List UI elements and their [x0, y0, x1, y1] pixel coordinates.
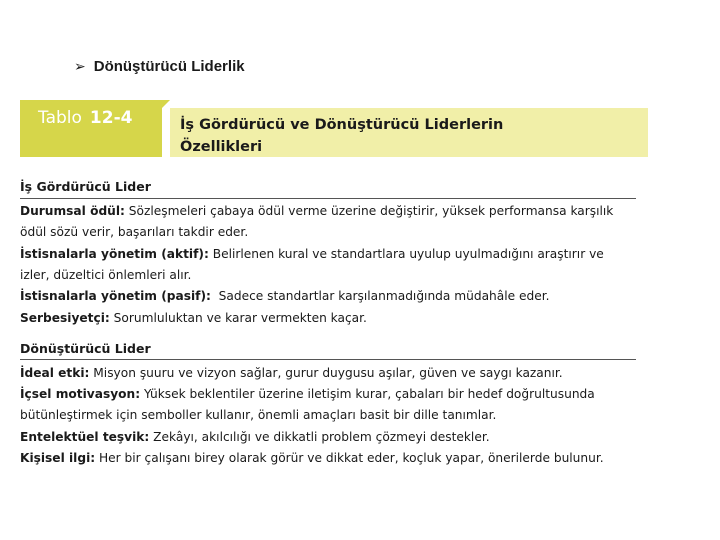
list-item: İdeal etki: Misyon şuuru ve vizyon sağlar, gurur duygusu aşılar, güven ve saygı kazanır.: [20, 366, 563, 380]
list-item-continuation: ödül sözü verir, başarıları takdir eder.: [20, 225, 249, 239]
section-divider: [20, 198, 636, 199]
table-figure: [20, 100, 648, 480]
list-item: İstisnalarla yönetim (aktif): Belirlenen kural ve standartlara uyulup uyulmadığını araştırır ve: [20, 247, 604, 261]
list-item-continuation: bütünleştirmek için semboller kullanır, önemli amaçları basit bir dille tanımlar.: [20, 408, 497, 422]
section-divider: [20, 359, 636, 360]
tab-corner: [162, 100, 170, 108]
list-item-continuation: izler, düzeltici önlemleri alır.: [20, 268, 192, 282]
table-content: [20, 157, 648, 480]
section-title-transactional: İş Gördürücü Lider: [20, 179, 151, 194]
tab-label: Tablo: [38, 108, 82, 128]
table-title-line2: Özellikleri: [180, 139, 263, 155]
list-item: Durumsal ödül: Sözleşmeleri çabaya ödül verme üzerine değiştirir, yüksek performansa karşılık: [20, 204, 614, 218]
page-heading: [74, 58, 245, 75]
list-item: Kişisel ilgi: Her bir çalışanı birey olarak görür ve dikkat eder, koçluk yapar, önerilerde bulunur.: [20, 451, 604, 465]
table-title-line1: İş Gördürücü ve Dönüştürücü Liderlerin: [180, 117, 504, 133]
section-title-transformational: Dönüştürücü Lider: [20, 341, 151, 356]
heading-text: Dönüştürücü Liderlik: [93, 58, 245, 75]
table-title: [180, 114, 503, 158]
list-item: Entelektüel teşvik: Zekâyı, akılcılığı ve dikkatli problem çözmeyi destekler.: [20, 430, 490, 444]
table-title-band: [170, 108, 648, 157]
list-item: İstisnalarla yönetim (pasif): Sadece standartlar karşılanmadığında müdahâle eder.: [20, 289, 550, 303]
list-item: İçsel motivasyon: Yüksek beklentiler üzerine iletişim kurar, çabaları bir hedef doğrultusunda: [20, 387, 595, 401]
arrow-bullet-icon: ➢: [74, 58, 86, 75]
table-tab: [20, 100, 162, 157]
tab-number: 12-4: [89, 108, 133, 128]
list-item: Serbesiyetçi: Sorumluluktan ve karar vermekten kaçar.: [20, 311, 367, 325]
